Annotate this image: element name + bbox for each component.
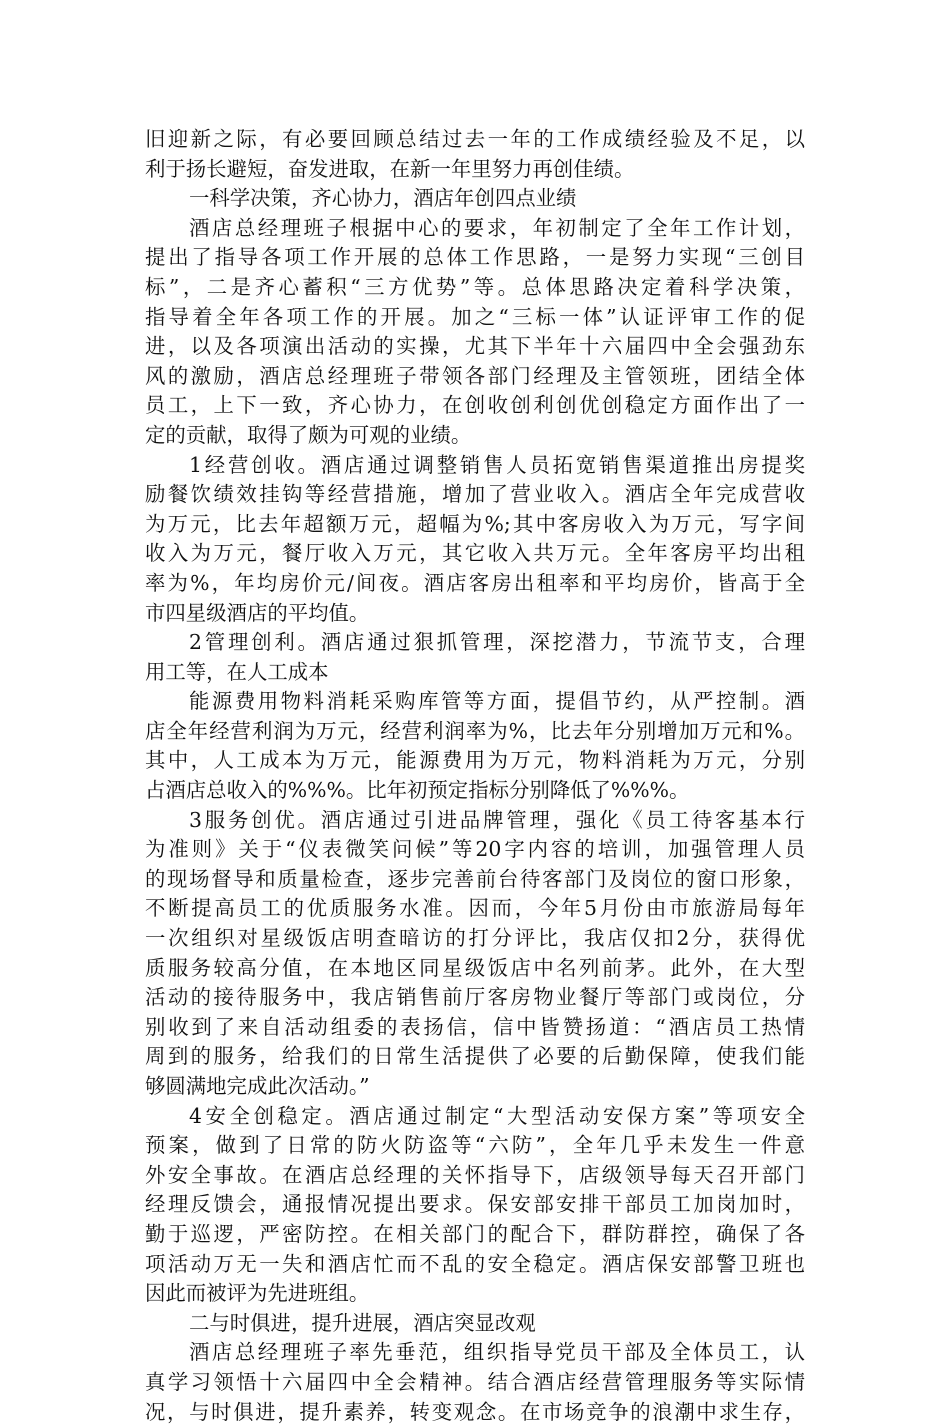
text-line: 风的激励，酒店总经理班子带领各部门经理及主管领班，团结全体 <box>145 363 805 388</box>
text-line: 员工，上下一致，齐心协力，在创收创利创优创稳定方面作出了一 <box>145 393 805 418</box>
text-line: 率为%，年均房价元/间夜。酒店客房出租率和平均房价，皆高于全 <box>145 570 805 595</box>
text-line: 定的贡献，取得了颇为可观的业绩。 <box>145 422 472 447</box>
text-line: 用工等，在人工成本 <box>145 659 329 684</box>
text-line: 收入为万元，餐厅收入万元，其它收入共万元。全年客房平均出租 <box>145 541 805 566</box>
text-line: 励餐饮绩效挂钩等经营措施，增加了营业收入。酒店全年完成营收 <box>145 482 805 507</box>
text-line: 活动的接待服务中，我店销售前厅客房物业餐厅等部门或岗位，分 <box>145 985 805 1010</box>
text-line: 为准则》关于“仪表微笑问候”等20字内容的培训，加强管理人员 <box>145 837 805 862</box>
text-line: 2管理创利。酒店通过狠抓管理，深挖潜力，节流节支，合理 <box>189 630 805 655</box>
text-line: 项活动万无一失和酒店忙而不乱的安全稳定。酒店保安部警卫班也 <box>145 1251 805 1276</box>
text-line: 店全年经营利润为万元，经营利润率为%，比去年分别增加万元和%。 <box>145 718 805 743</box>
text-line: 其中，人工成本为万元，能源费用为万元，物料消耗为万元，分别 <box>145 748 805 773</box>
text-line: 质服务较高分值，在本地区同星级饭店中名列前茅。此外，在大型 <box>145 955 805 980</box>
text-line: 预案，做到了日常的防火防盗等“六防”，全年几乎未发生一件意 <box>145 1133 805 1158</box>
text-line: 够圆满地完成此次活动。” <box>145 1074 370 1098</box>
text-line: 因此而被评为先进班组。 <box>145 1281 370 1306</box>
text-line: 酒店总经理班子率先垂范，组织指导党员干部及全体员工，认 <box>189 1340 805 1365</box>
text-line: 市四星级酒店的平均值。 <box>145 600 370 625</box>
text-line: 一次组织对星级饭店明查暗访的打分评比，我店仅扣2分，获得优 <box>145 926 805 951</box>
text-line: 指导着全年各项工作的开展。加之“三标一体”认证评审工作的促 <box>145 304 805 329</box>
text-line: 不断提高员工的优质服务水准。因而，今年5月份由市旅游局每年 <box>145 896 805 921</box>
text-line: 周到的服务，给我们的日常生活提供了必要的后勤保障，使我们能 <box>145 1044 805 1069</box>
text-line: 外安全事故。在酒店总经理的关怀指导下，店级领导每天召开部门 <box>145 1162 805 1187</box>
text-line: 1经营创收。酒店通过调整销售人员拓宽销售渠道推出房提奖 <box>189 452 805 477</box>
text-line: 4安全创稳定。酒店通过制定“大型活动安保方案”等项安全 <box>189 1103 805 1128</box>
text-line: 经理反馈会，通报情况提出要求。保安部安排干部员工加岗加时， <box>145 1192 805 1217</box>
text-line: 旧迎新之际，有必要回顾总结过去一年的工作成绩经验及不足，以 <box>145 127 805 151</box>
text-line: 一科学决策，齐心协力，酒店年创四点业绩 <box>189 186 577 211</box>
text-line: 占酒店总收入的%%%。比年初预定指标分别降低了%%%。 <box>145 778 690 803</box>
text-line: 为万元，比去年超额万元，超幅为%;其中客房收入为万元，写字间 <box>145 511 805 536</box>
text-line: 利于扬长避短，奋发进取，在新一年里努力再创佳绩。 <box>145 156 635 181</box>
text-line: 酒店总经理班子根据中心的要求，年初制定了全年工作计划， <box>189 215 805 240</box>
text-line: 勤于巡逻，严密防控。在相关部门的配合下，群防群控，确保了各 <box>145 1221 805 1246</box>
text-line: 提出了指导各项工作开展的总体工作思路，一是努力实现“三创目 <box>145 245 805 270</box>
text-line: 进，以及各项演出活动的实操，尤其下半年十六届四中全会强劲东 <box>145 334 805 359</box>
text-line: 真学习领悟十六届四中全会精神。结合酒店经营管理服务等实际情 <box>145 1369 805 1394</box>
text-line: 的现场督导和质量检查，逐步完善前台待客部门及岗位的窗口形象， <box>145 866 805 891</box>
text-line: 别收到了来自活动组委的表扬信，信中皆赞扬道：“酒店员工热情 <box>145 1014 805 1039</box>
text-line: 标”，二是齐心蓄积“三方优势”等。总体思路决定着科学决策， <box>145 274 805 299</box>
text-line: 二与时俱进，提升进展，酒店突显改观 <box>189 1310 536 1335</box>
text-line: 能源费用物料消耗采购库管等方面，提倡节约，从严控制。酒 <box>189 689 805 714</box>
text-line: 况，与时俱进，提升素养，转变观念。在市场竞争的浪潮中求生存， <box>145 1399 805 1424</box>
document-body <box>145 125 805 1427</box>
text-line: 3服务创优。酒店通过引进品牌管理，强化《员工待客基本行 <box>189 807 805 832</box>
